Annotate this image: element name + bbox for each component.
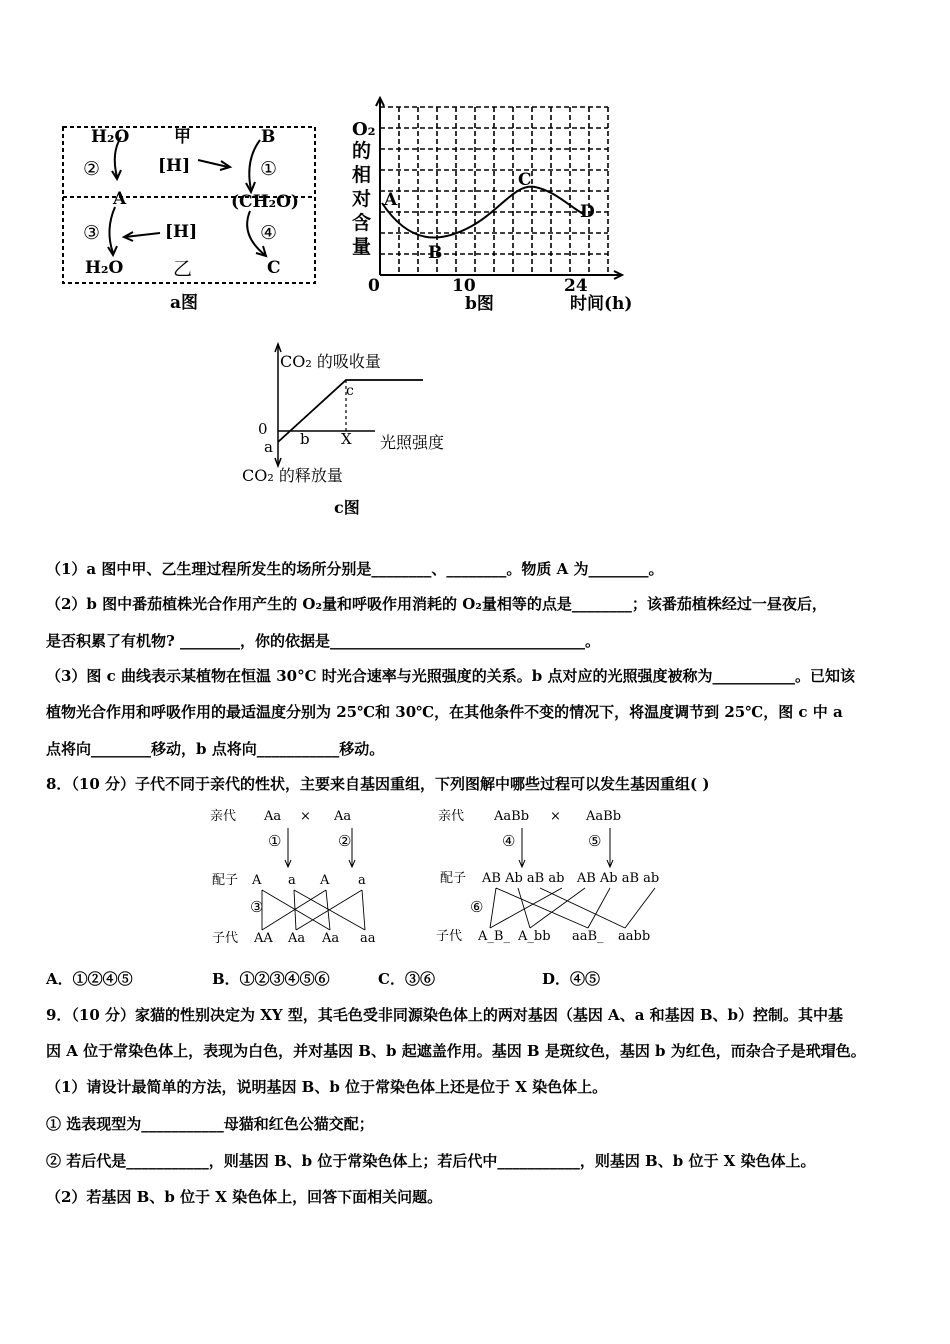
fc-origin: 0 <box>258 420 268 438</box>
fa-circ1: ① <box>260 158 278 180</box>
q9-line2: 因 A 位于常染色体上，表现为白色，并对基因 B、b 起遮盖作用。基因 B 是斑纹色，基因 b 为红色，而杂合子是玳瑁色。 <box>46 1042 866 1060</box>
fb-ylabel-char: 含 <box>352 212 372 234</box>
cr-gamete-label: 配子 <box>440 871 467 886</box>
fa-yi: 乙 <box>173 258 193 280</box>
cl-s1: ① <box>268 832 282 850</box>
cl-parent-label: 亲代 <box>210 809 237 824</box>
q9-part2: （2）若基因 B、b 位于 X 染色体上，回答下面相关问题。 <box>46 1188 443 1206</box>
cl-p2: Aa <box>334 809 352 824</box>
q7-part1: （1）a 图中甲、乙生理过程所发生的场所分别是________、________。物质 A 为________。 <box>46 560 664 578</box>
cr-s4: ④ <box>502 832 516 850</box>
fb-ylabel-char: 相 <box>352 164 372 186</box>
q7-part2-line2: 是否积累了有机物? ________，你的依据是__________________________________。 <box>46 632 601 650</box>
q7-part3-line1: （3）图 c 曲线表示某植物在恒温 30°C 时光合速率与光照强度的关系。b 点对应的光照强度被称为___________。已知该 <box>46 667 855 685</box>
fb-point-b: B <box>428 243 443 263</box>
cr-gametes: AB Ab aB ab AB Ab aB ab <box>482 871 660 886</box>
fc-caption: c图 <box>334 498 360 517</box>
cr-s5: ⑤ <box>588 832 602 850</box>
fb-point-c: C <box>518 170 532 190</box>
cl-g3: A <box>320 873 330 888</box>
fc-point-x: X <box>341 430 352 448</box>
fc-point-c: c <box>346 383 354 399</box>
figure-b-grid <box>380 107 608 275</box>
cr-cross: × <box>550 809 561 824</box>
fa-h-bottom: [H] <box>165 222 198 242</box>
cl-offspring-label: 子代 <box>212 931 239 946</box>
fc-ylabel-bottom: CO₂ 的释放量 <box>242 466 343 485</box>
q7-part3-line2: 植物光合作用和呼吸作用的最适温度分别为 25℃和 30℃，在其他条件不变的情况下，将温度调节到 25℃，图 c 中 a <box>46 703 843 721</box>
cr-o3: aaB_ <box>572 929 604 944</box>
fa-b-top: B <box>261 127 276 147</box>
fc-point-b: b <box>300 430 310 448</box>
fc-xlabel: 光照强度 <box>380 433 445 452</box>
q7-part3-line3: 点将向________移动，b 点将向___________移动。 <box>46 740 385 758</box>
fa-h2o-top: H₂O <box>91 127 130 147</box>
fa-circ3: ③ <box>83 222 101 244</box>
q8-stem: 8．（10 分）子代不同于亲代的性状，主要来自基因重组，下列图解中哪些过程可以发生基因重组( ) <box>46 775 710 793</box>
cl-gamete-label: 配子 <box>212 873 239 888</box>
q9-part1: （1）请设计最简单的方法，说明基因 B、b 位于常染色体上还是位于 X 染色体上。 <box>46 1078 608 1096</box>
fa-circ4: ④ <box>260 222 278 244</box>
fb-point-d: D <box>580 202 595 222</box>
cr-p1: AaBb <box>494 809 530 824</box>
fa-ch2o: (CH₂O) <box>231 192 299 212</box>
fa-a-label: A <box>113 189 127 209</box>
fa-circ2: ② <box>83 158 101 180</box>
figure-b <box>340 95 650 320</box>
fa-c-bottom: C <box>267 258 281 278</box>
cross-left <box>210 808 376 946</box>
cl-g2: a <box>288 873 296 888</box>
cr-offspring-label: 子代 <box>436 929 463 944</box>
cr-p2: AaBb <box>586 809 622 824</box>
fa-h-top: [H] <box>158 156 191 176</box>
fb-point-a: A <box>384 190 398 210</box>
figure-a <box>55 115 325 320</box>
cr-o2: A_bb <box>518 929 551 944</box>
cl-o4: aa <box>360 931 376 946</box>
fa-h2o-bottom: H₂O <box>85 258 124 278</box>
fb-tick-10: 10 <box>452 276 476 296</box>
option-d[interactable]: D．④⑤ <box>542 970 601 988</box>
cross-right <box>436 808 659 944</box>
option-a[interactable]: A．①②④⑤ <box>46 970 133 988</box>
cl-cross: × <box>300 809 311 824</box>
cr-s6: ⑥ <box>470 898 484 916</box>
fb-tick-0: 0 <box>368 276 380 296</box>
cl-o1: AA <box>254 931 273 946</box>
cross-diagrams <box>200 800 680 950</box>
cr-o1: A_B_ <box>478 929 510 944</box>
fb-caption: b图 <box>465 294 494 314</box>
fa-caption: a图 <box>170 293 199 313</box>
cl-s3: ③ <box>250 898 264 916</box>
fb-ylabel <box>352 139 371 258</box>
fc-point-a: a <box>264 438 273 456</box>
q9-part1-b: ② 若后代是___________，则基因 B、b 位于常染色体上；若后代中___________，则基因 B、b 位于 X 染色体上。 <box>46 1152 816 1170</box>
fb-ylabel-char: 对 <box>352 188 372 210</box>
cr-parent-label: 亲代 <box>438 809 465 824</box>
fc-ylabel-top: CO₂ 的吸收量 <box>280 352 381 371</box>
fb-ylabel-char: 的 <box>352 140 372 162</box>
cl-g4: a <box>358 873 366 888</box>
fb-xlabel: 时间(h) <box>570 294 633 314</box>
cl-p1: Aa <box>264 809 282 824</box>
q9-part1-a: ① 选表现型为___________母猫和红色公猫交配； <box>46 1115 374 1133</box>
cl-s2: ② <box>338 832 352 850</box>
fa-arrow-3 <box>109 207 115 253</box>
cr-o4: aabb <box>618 929 651 944</box>
q9-line1: 9．（10 分）家猫的性别决定为 XY 型，其毛色受非同源染色体上的两对基因（基因 A、a 和基因 B、b）控制。其中基 <box>46 1006 844 1024</box>
cl-g1: A <box>252 873 262 888</box>
fa-jia: 甲 <box>174 127 191 147</box>
cl-o2: Aa <box>288 931 306 946</box>
fb-tick-24: 24 <box>564 276 588 296</box>
q7-part2-line1: （2）b 图中番茄植株光合作用产生的 O₂量和呼吸作用消耗的 O₂量相等的点是________；该番茄植株经过一昼夜后， <box>46 595 827 613</box>
fb-ylabel-char: 量 <box>352 236 372 258</box>
fb-ylabel-o2: O₂ <box>352 119 376 140</box>
cl-o3: Aa <box>322 931 340 946</box>
option-c[interactable]: C．③⑥ <box>378 970 435 988</box>
figure-c <box>240 340 470 522</box>
option-b[interactable]: B．①②③④⑤⑥ <box>212 970 330 988</box>
